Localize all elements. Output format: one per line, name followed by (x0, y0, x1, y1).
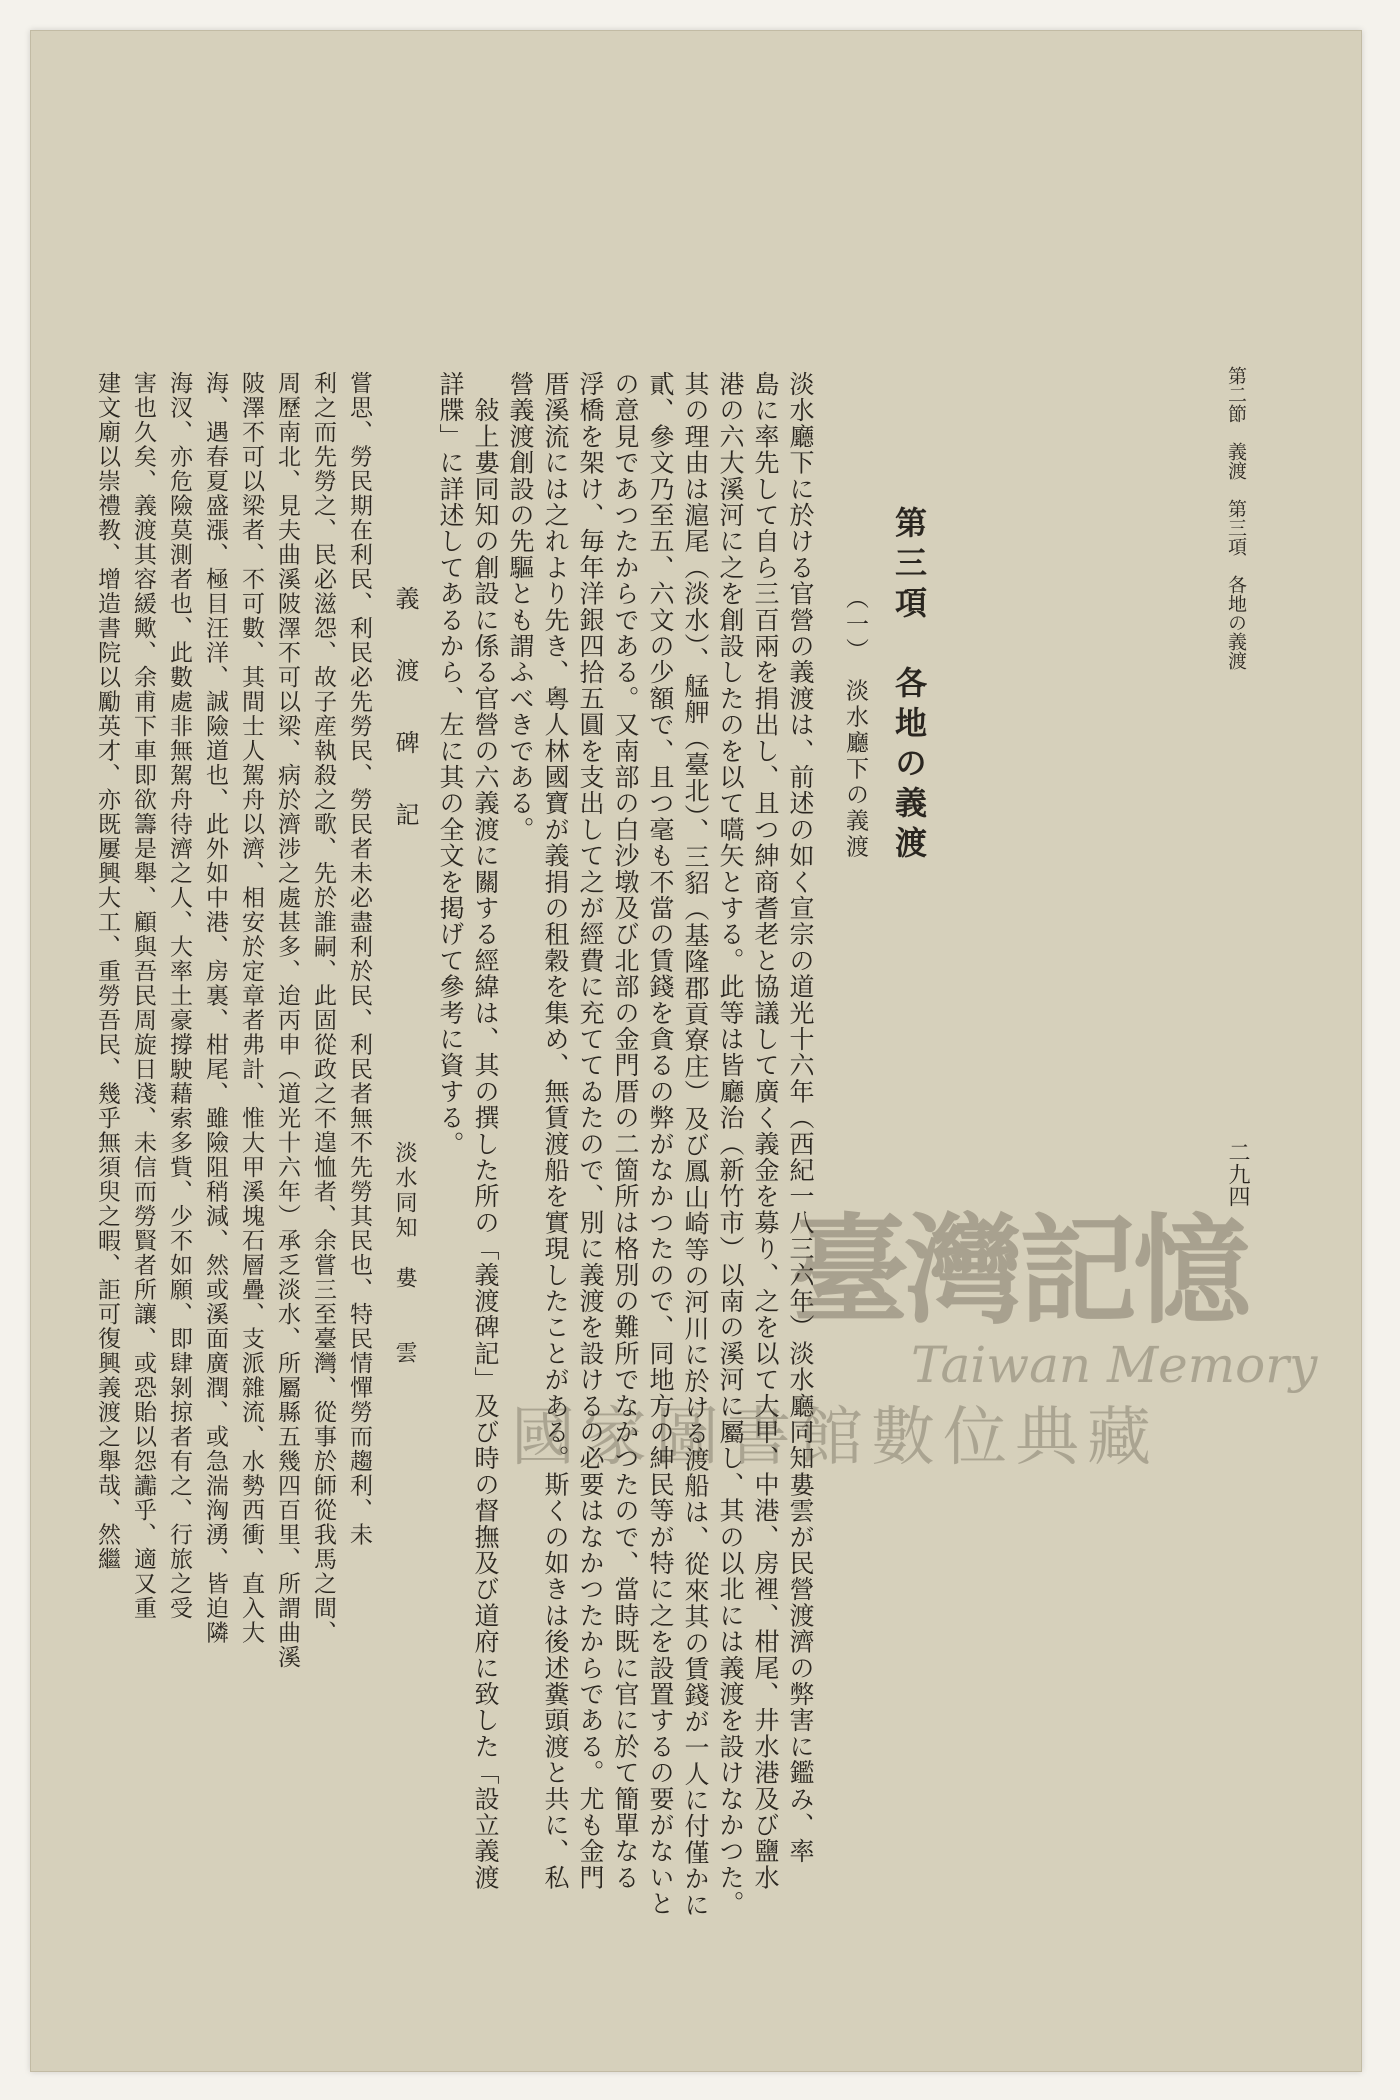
paragraph-line: 浮橋を架け、毎年洋銀四拾五圓を支出して之が經費に充ててゐたので、別に義渡を設けるの必要はなかつたからである。尤も金門 (576, 371, 605, 1891)
paragraph-line: 淡水廳下に於ける官營の義渡は、前述の如く宣宗の道光十六年（西紀一八三六年）淡水廳同知婁雲が民營渡濟の弊害に鑑み、率 (786, 371, 815, 1865)
stele-line: 嘗思、勞民期在利民、利民必先勞民、勞民者未必盡利於民、利民者無不先勞其民也、特民情憚勞而趨利、未 (346, 371, 372, 1547)
paragraph-line: 貳、參文乃至五、六文の少額で、且つ毫も不當の賃錢を貪るの弊がなかつたので、同地方の紳民等が特に之を設置するの要がないと (646, 371, 675, 1917)
stele-line: 海汊、亦危險莫測者也、此數處非無駕舟待濟之人、大率土豪撐駛藉索多貲、少不如願、即肆剝掠者有之、行旅之受 (166, 371, 192, 1621)
stele-line: 利之而先勞之、民必滋怨、故子産執殺之歌、先於誰嗣、此固從政之不遑恤者、余嘗三至臺灣、從事於師從我馬之間、 (310, 371, 336, 1645)
stele-author: 淡水同知 婁 雲 (392, 1141, 417, 1366)
paragraph-line: 詳牒」に詳述してあるから、左に其の全文を掲げて參考に資する。 (436, 371, 465, 1157)
paragraph-line: 其の理由は滬尾（淡水）、艋舺（臺北）、三貂（基隆郡貢寮庄）及び鳳山崎等の河川に於ける渡船は、從來其の賃錢が一人に付僅かに (681, 371, 710, 1918)
watermark-english: Taiwan Memory (911, 1336, 1318, 1394)
section-subheading: （一） 淡水廳下の義渡 (842, 586, 868, 861)
paragraph-line: 營義渡創設の先驅とも謂ふべきである。 (506, 371, 535, 843)
section-heading: 第三項 各地の義渡 (890, 506, 928, 866)
watermark-logo-text: 臺灣記憶 (791, 1201, 1248, 1340)
running-header: 第二節 義渡 第三項 各地の義渡 (1225, 366, 1247, 670)
paragraph-line: 島に率先して自ら三百兩を捐出し、且つ紳商耆老と協議して廣く義金を募り、之を以て大甲、中港、房裡、柑尾、井水港及び鹽水 (751, 371, 780, 1891)
stele-line: 陂澤不可以梁者、不可數、其間士人駕舟以濟、相安於定章者弗計、惟大甲溪塊石層疊、支派雜流、水勢西衝、直入大 (238, 371, 264, 1645)
stele-line: 海、遇春夏盛漲、極目汪洋、誠險道也、此外如中港、房裏、柑尾、雖險阻稍減、然或溪面廣潤、或急湍洶湧、皆迫隣 (202, 371, 228, 1645)
paragraph-line: の意見であつたからである。又南部の白沙墩及び北部の金門厝の二箇所は格別の難所でなかつたので、當時既に官に於て簡單なる (611, 371, 640, 1891)
watermark-library-name: 國家圖書館數位典藏 (511, 1401, 1159, 1475)
stele-line: 害也久矣、義渡其容緩歟、余甫下車即欲籌是舉、顧與吾民周旋日淺、未信而勞賢者所讓、或恐貽以怨讟乎、適又重 (130, 371, 156, 1621)
stele-title: 義 渡 碑 記 (391, 586, 419, 838)
paragraph-line: 敍上婁同知の創設に係る官營の六義渡に關する經緯は、其の撰した所の「義渡碑記」及び時の督撫及び道府に致した「設立義渡 (471, 371, 500, 1891)
paragraph-line: 港の六大溪河に之を創設したのを以て嚆矢とする。此等は皆廳治（新竹市）以南の溪河に屬し、其の以北には義渡を設けなかつた。 (716, 371, 745, 1917)
paragraph-line: 厝溪流には之れより先き、粵人林國寶が義捐の租穀を集め、無賃渡船を實現したことがある。斯くの如きは後述糞頭渡と共に、私 (541, 371, 570, 1891)
stele-line: 周歷南北、見夫曲溪陂澤不可以梁、病於濟涉之處甚多、迨丙申（道光十六年）承乏淡水、所屬縣五幾四百里、所謂曲溪 (274, 371, 300, 1670)
stele-line: 建文廟以崇禮教、增造書院以勵英才、亦既屢興大工、重勞吾民、幾乎無須臾之暇、詎可復興義渡之舉哉、然繼 (94, 371, 120, 1572)
scanned-page (30, 30, 1362, 2072)
page-number: 二九四 (1225, 1141, 1250, 1207)
